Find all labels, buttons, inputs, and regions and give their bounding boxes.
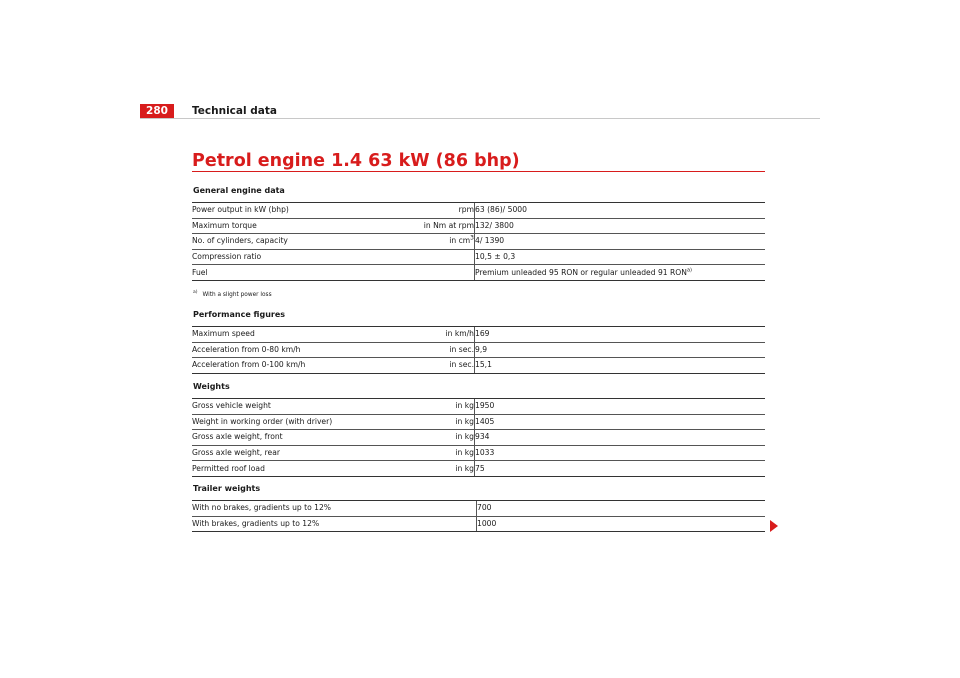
row-value: 169 <box>475 327 766 343</box>
row-value: 1000 <box>477 516 766 532</box>
header-title: Technical data <box>192 105 277 117</box>
row-unit: rpm <box>422 203 475 219</box>
section-heading-general: General engine data <box>193 186 285 195</box>
unit-superscript: 3 <box>470 234 474 242</box>
table-row <box>192 342 765 358</box>
section-heading-weights: Weights <box>193 382 230 391</box>
row-label: Gross axle weight, front <box>192 430 422 446</box>
row-value: 15,1 <box>475 358 766 374</box>
value-text: Premium unleaded 95 RON or regular unleaded 91 RON <box>475 267 687 277</box>
footnote-text: With a slight power loss <box>202 291 272 298</box>
row-unit: in kg <box>422 461 475 477</box>
row-unit <box>422 265 475 281</box>
row-value: 75 <box>475 461 766 477</box>
trailer-weights-table <box>192 500 765 532</box>
row-label: With no brakes, gradients up to 12% <box>192 501 477 517</box>
row-label: Weight in working order (with driver) <box>192 414 422 430</box>
arrow-right-icon[interactable] <box>770 520 778 532</box>
row-value: 9,9 <box>475 342 766 358</box>
row-unit <box>422 249 475 265</box>
footnote-mark: a) <box>193 290 198 295</box>
page-title: Petrol engine 1.4 63 kW (86 bhp) <box>192 151 520 171</box>
table-row <box>192 203 765 219</box>
unit-text: in cm <box>449 236 471 246</box>
row-label: Fuel <box>192 265 422 281</box>
footnote <box>193 288 272 300</box>
table-row <box>192 249 765 265</box>
table-row <box>192 501 765 517</box>
table-row <box>192 445 765 461</box>
table-row <box>192 414 765 430</box>
title-divider <box>192 171 765 172</box>
row-value <box>475 265 766 281</box>
header-divider <box>140 118 820 119</box>
row-unit: in kg <box>422 445 475 461</box>
row-value: 1033 <box>475 445 766 461</box>
row-unit: in sec. <box>422 342 475 358</box>
row-unit: in kg <box>422 414 475 430</box>
table-row <box>192 358 765 374</box>
row-value: 132/ 3800 <box>475 218 766 234</box>
section-heading-performance: Performance figures <box>193 310 286 319</box>
section-heading-trailer: Trailer weights <box>193 484 261 493</box>
table-row <box>192 516 765 532</box>
row-label: With brakes, gradients up to 12% <box>192 516 477 532</box>
table-row <box>192 265 765 281</box>
table-row <box>192 327 765 343</box>
row-label: Maximum torque <box>192 218 422 234</box>
row-label: Acceleration from 0-80 km/h <box>192 342 422 358</box>
row-value: 1950 <box>475 399 766 415</box>
row-label: Acceleration from 0-100 km/h <box>192 358 422 374</box>
row-value: 4/ 1390 <box>475 234 766 250</box>
row-label: Maximum speed <box>192 327 422 343</box>
table-row <box>192 430 765 446</box>
page-number: 280 <box>140 104 174 118</box>
table-row <box>192 234 765 250</box>
table-row <box>192 218 765 234</box>
row-label: No. of cylinders, capacity <box>192 234 422 250</box>
row-label: Compression ratio <box>192 249 422 265</box>
row-unit: in sec. <box>422 358 475 374</box>
row-unit <box>422 234 475 250</box>
row-value: 10,5 ± 0,3 <box>475 249 766 265</box>
table-row <box>192 399 765 415</box>
row-unit: in Nm at rpm <box>422 218 475 234</box>
row-value: 934 <box>475 430 766 446</box>
general-engine-table <box>192 202 765 281</box>
footnote-reference: a) <box>686 267 692 274</box>
row-unit: in kg <box>422 430 475 446</box>
row-value: 1405 <box>475 414 766 430</box>
row-unit: in km/h <box>422 327 475 343</box>
table-row <box>192 461 765 477</box>
performance-table <box>192 326 765 374</box>
row-label: Gross axle weight, rear <box>192 445 422 461</box>
weights-table <box>192 398 765 477</box>
row-label: Gross vehicle weight <box>192 399 422 415</box>
row-label: Power output in kW (bhp) <box>192 203 422 219</box>
row-value: 700 <box>477 501 766 517</box>
row-value: 63 (86)/ 5000 <box>475 203 766 219</box>
row-unit: in kg <box>422 399 475 415</box>
row-label: Permitted roof load <box>192 461 422 477</box>
